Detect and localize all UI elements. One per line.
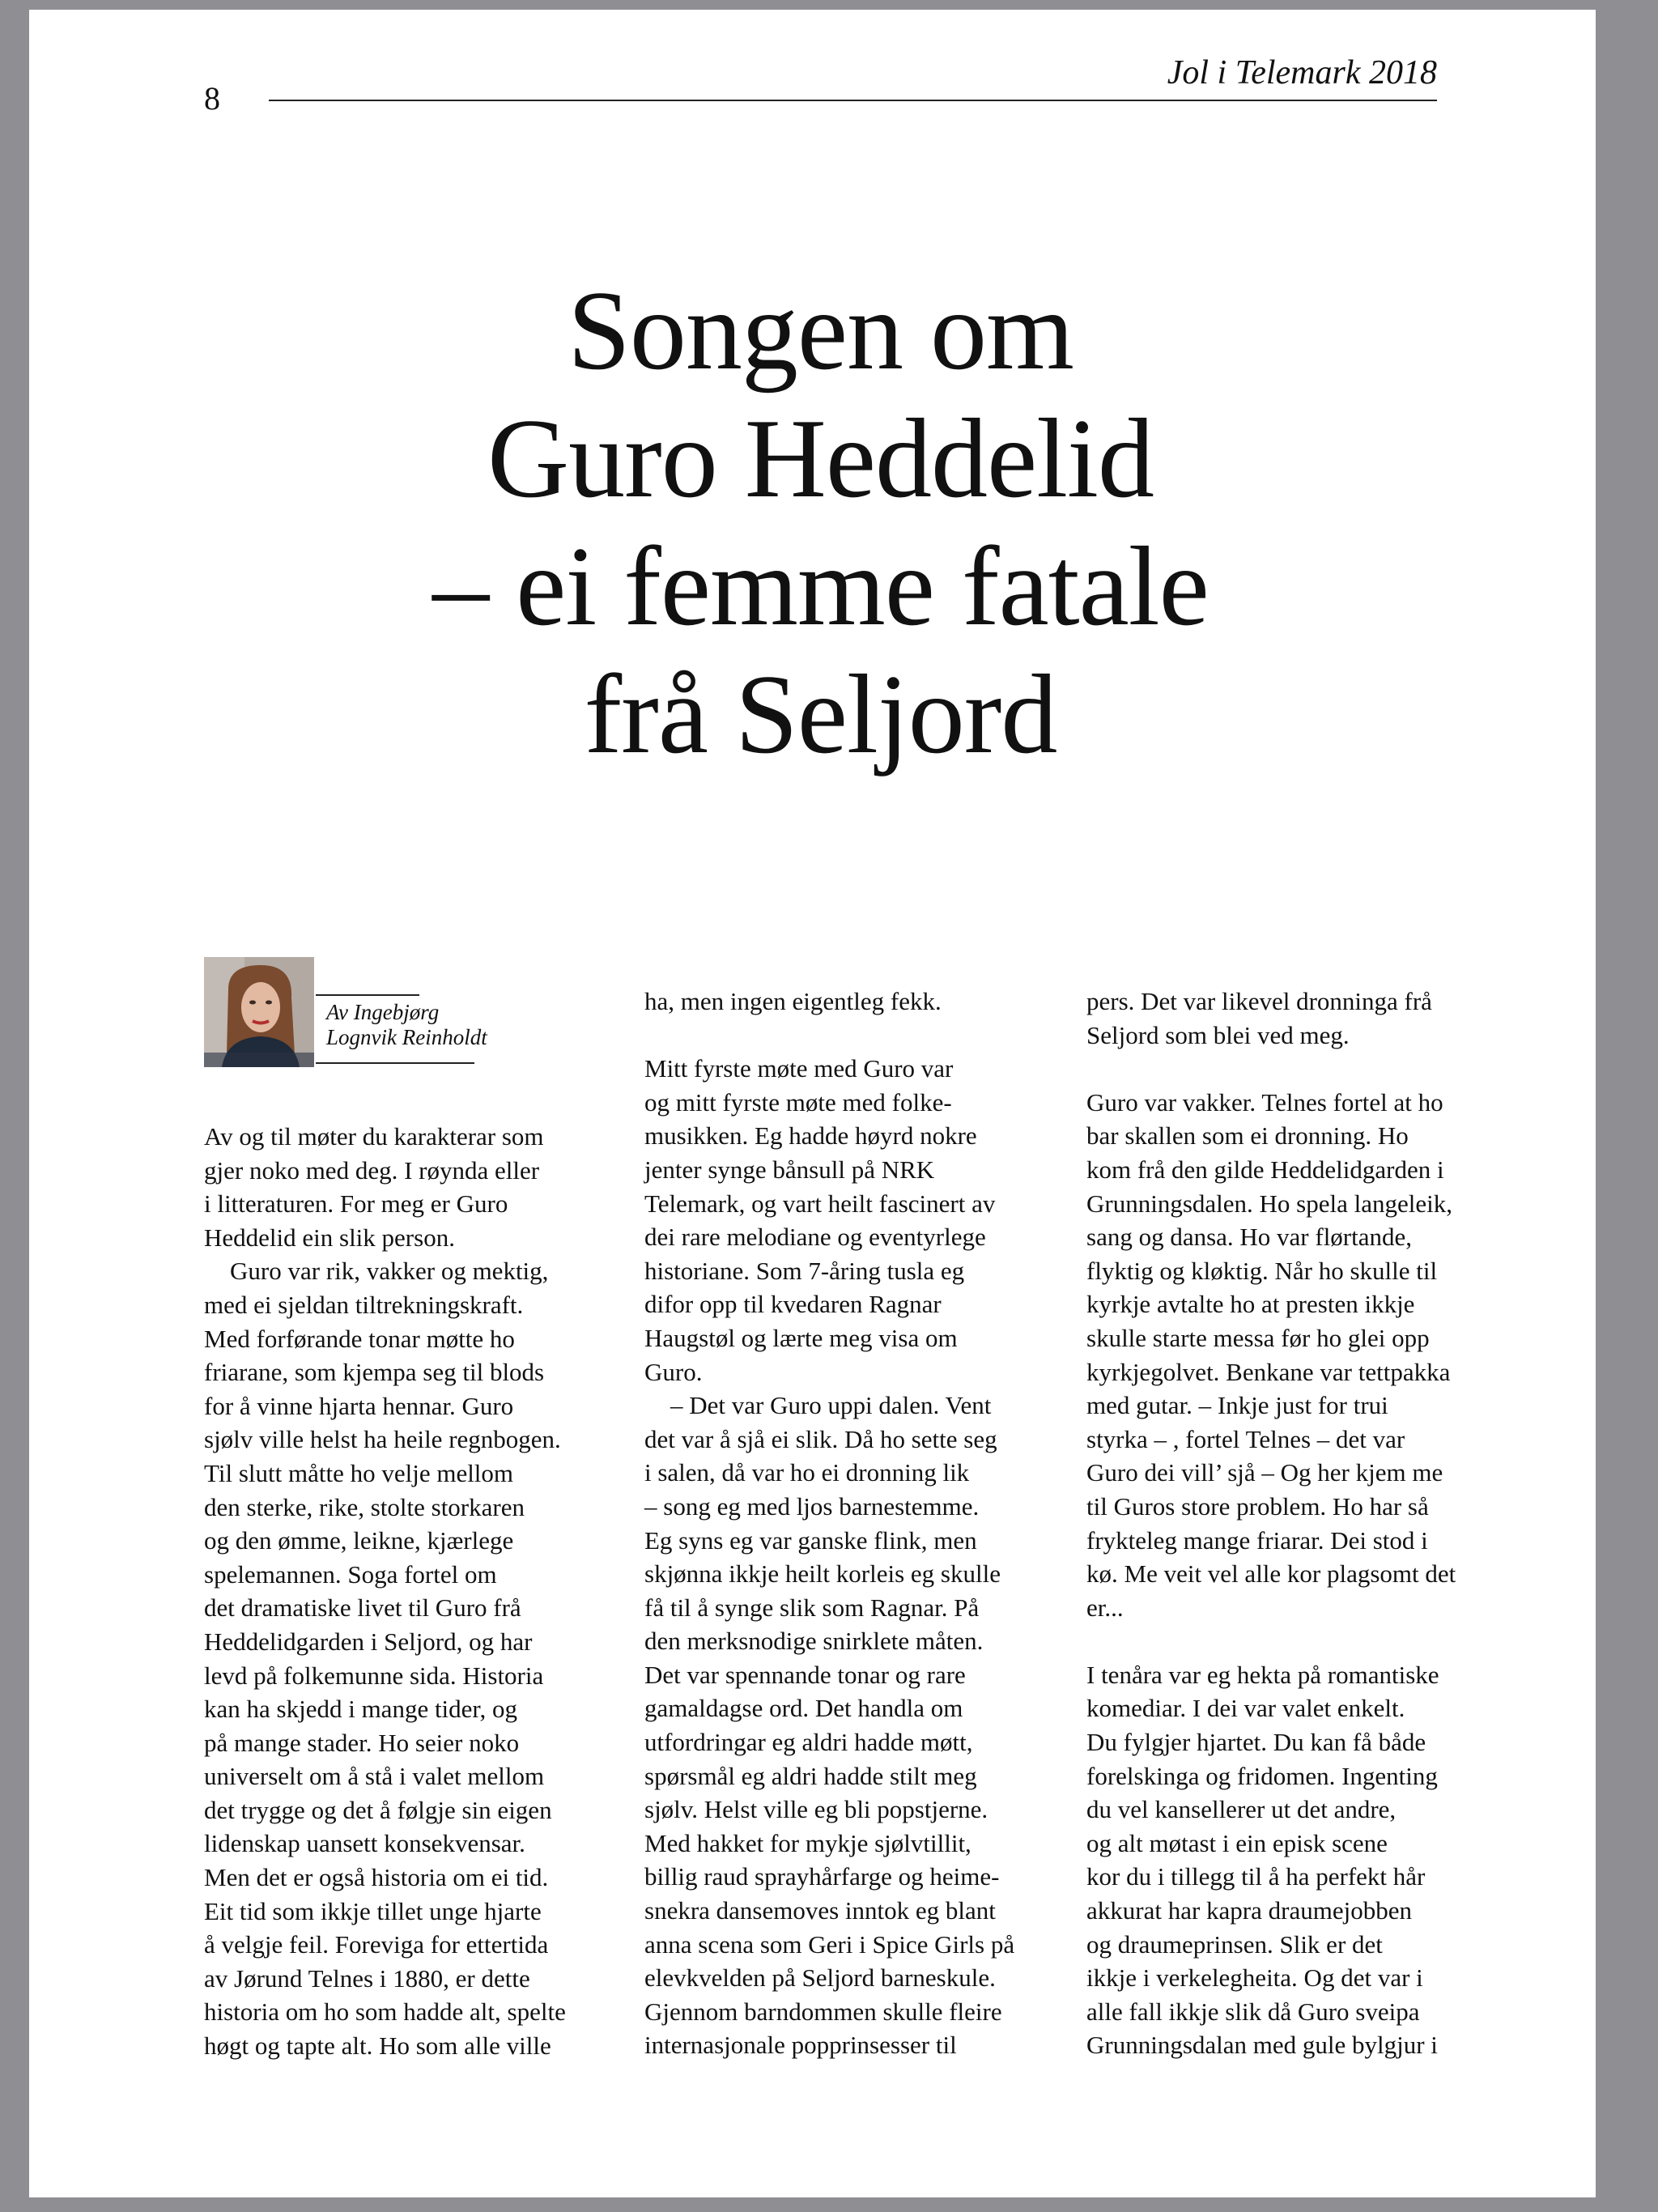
text-line: Heddelid ein slik person. — [204, 1223, 455, 1252]
text-line: Du fylgjer hjartet. Du kan få både — [1086, 1728, 1426, 1757]
text-line: Med hakket for mykje sjølvtillit, — [644, 1828, 971, 1857]
text-line: musikken. Eg hadde høyrd nokre — [644, 1121, 977, 1151]
text-line: Guro var rik, vakker og mektig, — [230, 1257, 549, 1286]
text-line: historia om ho som hadde alt, spelte — [204, 1997, 566, 2027]
text-line: difor opp til kvedaren Ragnar — [644, 1290, 942, 1319]
text-line: Mitt fyrste møte med Guro var — [644, 1054, 954, 1083]
text-line: Grunningsdalan med gule bylgjur i — [1086, 2031, 1438, 2060]
text-line: Haugstøl og lærte meg visa om — [644, 1323, 958, 1352]
text-column-2 — [644, 985, 1065, 2062]
text-line: høgt og tapte alt. Ho som alle ville — [204, 2031, 551, 2061]
text-column-1 — [204, 1120, 625, 2063]
paragraph-gap — [1086, 1052, 1507, 1086]
text-line: billig raud sprayhårfarge og heime- — [644, 1862, 1000, 1891]
text-line: styrka – , fortel Telnes – det var — [1086, 1424, 1405, 1453]
text-line: utfordringar eg aldri hadde møtt, — [644, 1728, 973, 1757]
text-line: Med forførande tonar møtte ho — [204, 1324, 515, 1353]
text-line: elevkvelden på Seljord barneskule. — [644, 1963, 996, 1993]
byline-rule — [316, 994, 419, 996]
text-line: Til slutt måtte ho velje mellom — [204, 1458, 514, 1487]
text-line: kom frå den gilde Heddelidgarden i — [1086, 1155, 1444, 1184]
text-line: – Det var Guro uppi dalen. Vent — [670, 1391, 992, 1420]
text-line: til Guros store problem. Ho har så — [1086, 1491, 1429, 1521]
text-line: flyktig og kløktig. Når ho skulle til — [1086, 1256, 1438, 1285]
text-line: universelt om å stå i valet mellom — [204, 1762, 545, 1791]
running-title: Jol i Telemark 2018 — [1167, 54, 1437, 91]
text-line: gamaldagse ord. Det handla om — [644, 1694, 963, 1723]
text-line: i salen, då var ho ei dronning lik — [644, 1458, 970, 1487]
text-line: den sterke, rike, stolte storkaren — [204, 1492, 525, 1521]
text-line: kan ha skjedd i mange tider, og — [204, 1695, 518, 1724]
text-line: og mitt fyrste møte med folke- — [644, 1087, 952, 1117]
text-line: akkurat har kapra draumejobben — [1086, 1896, 1412, 1925]
byline-line: Av Ingebjørg — [326, 1000, 440, 1024]
text-line: bar skallen som ei dronning. Ho — [1086, 1121, 1409, 1151]
text-line: Grunningsdalen. Ho spela langeleik, — [1086, 1189, 1452, 1218]
text-line: det trygge og det å følgje sin eigen — [204, 1795, 552, 1824]
byline-line: Lognvik Reinholdt — [326, 1025, 487, 1049]
text-line: Guro dei vill’ sjå – Og her kjem me — [1086, 1458, 1443, 1487]
text-line: ha, men ingen eigentleg fekk. — [644, 987, 942, 1015]
text-line: Guro var vakker. Telnes fortel at ho — [1086, 1087, 1443, 1117]
text-line: skjønna ikkje heilt korleis eg skulle — [644, 1559, 1001, 1589]
text-line: jenter synge bånsull på NRK — [644, 1155, 935, 1184]
text-line: Seljord som blei ved meg. — [1086, 1020, 1350, 1049]
text-line: for å vinne hjarta hennar. Guro — [204, 1391, 514, 1420]
text-line: det var å sjå ei slik. Då ho sette seg — [644, 1424, 997, 1453]
text-line: Telemark, og vart heilt fascinert av — [644, 1189, 996, 1218]
byline — [326, 1000, 487, 1050]
text-line: Heddelidgarden i Seljord, og har — [204, 1627, 533, 1656]
author-portrait-icon — [204, 957, 314, 1067]
text-line: snekra dansemoves inntok eg blant — [644, 1896, 996, 1925]
text-line: Det var spennande tonar og rare — [644, 1660, 966, 1689]
byline-rule — [316, 1062, 474, 1064]
text-line: på mange stader. Ho seier noko — [204, 1728, 520, 1757]
title-line: Guro Heddelid — [487, 396, 1154, 521]
text-line: få til å synge slik som Ragnar. På — [644, 1593, 980, 1622]
text-line: Eit tid som ikkje tillet unge hjarte — [204, 1896, 542, 1925]
page-number: 8 — [204, 80, 220, 117]
text-line: levd på folkemunne sida. Historia — [204, 1661, 544, 1690]
paragraph-gap — [644, 1019, 1065, 1053]
title-line: Songen om — [568, 268, 1073, 393]
text-line: du vel kansellerer ut det andre, — [1086, 1795, 1397, 1824]
text-line: pers. Det var likevel dronninga frå — [1086, 987, 1432, 1015]
text-line: Guro. — [644, 1357, 703, 1386]
text-line: kor du i tillegg til å ha perfekt hår — [1086, 1862, 1426, 1891]
text-line: dei rare melodiane og eventyrlege — [644, 1223, 986, 1252]
text-line: Av og til møter du karakterar som — [204, 1122, 544, 1151]
text-line: er... — [1086, 1593, 1124, 1622]
text-line: i litteraturen. For meg er Guro — [204, 1189, 508, 1219]
text-line: frykteleg mange friarar. Dei stod i — [1086, 1525, 1428, 1555]
text-line: kyrkje avtalte ho at presten ikkje — [1086, 1290, 1415, 1319]
text-line: – song eg med ljos barnestemme. — [644, 1491, 980, 1521]
text-line: spelemannen. Soga fortel om — [204, 1559, 497, 1589]
text-line: Men det er også historia om ei tid. — [204, 1863, 549, 1892]
text-line: sjølv ville helst ha heile regnbogen. — [204, 1425, 561, 1454]
text-line: og draumeprinsen. Slik er det — [1086, 1929, 1383, 1959]
text-line: kø. Me veit vel alle kor plagsomt det — [1086, 1559, 1456, 1589]
text-line: med gutar. – Inkje just for trui — [1086, 1391, 1388, 1420]
text-line: internasjonale popprinsesser til — [644, 2031, 957, 2060]
text-line: og alt møtast i ein episk scene — [1086, 1828, 1388, 1857]
text-line: kyrkjegolvet. Benkane var tettpakka — [1086, 1357, 1451, 1386]
text-line: skulle starte messa før ho glei opp — [1086, 1323, 1430, 1352]
text-line: komediar. I dei var valet enkelt. — [1086, 1694, 1405, 1723]
byline-block — [204, 946, 544, 1067]
text-line: Gjennom barndommen skulle fleire — [644, 1997, 1002, 2026]
text-line: I tenåra var eg hekta på romantiske — [1086, 1660, 1439, 1689]
text-line: sang og dansa. Ho var flørtande, — [1086, 1223, 1413, 1252]
article-title — [204, 267, 1437, 779]
text-line: den merksnodige snirklete måten. — [644, 1627, 984, 1656]
text-line: å velgje feil. Foreviga for ettertida — [204, 1930, 549, 1959]
text-line: sjølv. Helst ville eg bli popstjerne. — [644, 1795, 988, 1824]
text-column-3 — [1086, 985, 1507, 2062]
text-line: forelskinga og fridomen. Ingenting — [1086, 1761, 1438, 1790]
text-line: friarane, som kjempa seg til blods — [204, 1358, 545, 1387]
text-line: anna scena som Geri i Spice Girls på — [644, 1929, 1015, 1959]
text-line: lidenskap uansett konsekvensar. — [204, 1829, 525, 1858]
header-rule — [269, 100, 1437, 101]
text-line: alle fall ikkje slik då Guro sveipa — [1086, 1997, 1420, 2026]
magazine-page — [29, 10, 1596, 2197]
text-line: Eg syns eg var ganske flink, men — [644, 1525, 977, 1555]
text-line: og den ømme, leikne, kjærlege — [204, 1526, 514, 1555]
text-line: gjer noko med deg. I røynda eller — [204, 1155, 540, 1185]
text-line: spørsmål eg aldri hadde stilt meg — [644, 1761, 977, 1790]
title-line: frå Seljord — [584, 652, 1057, 777]
title-line: – ei femme fatale — [432, 524, 1209, 649]
text-line: historiane. Som 7-åring tusla eg — [644, 1256, 965, 1285]
paragraph-gap — [1086, 1624, 1507, 1658]
text-line: det dramatiske livet til Guro frå — [204, 1593, 521, 1623]
text-line: med ei sjeldan tiltrekningskraft. — [204, 1290, 524, 1319]
text-line: av Jørund Telnes i 1880, er dette — [204, 1963, 530, 1993]
text-line: ikkje i verkelegheita. Og det var i — [1086, 1963, 1423, 1993]
